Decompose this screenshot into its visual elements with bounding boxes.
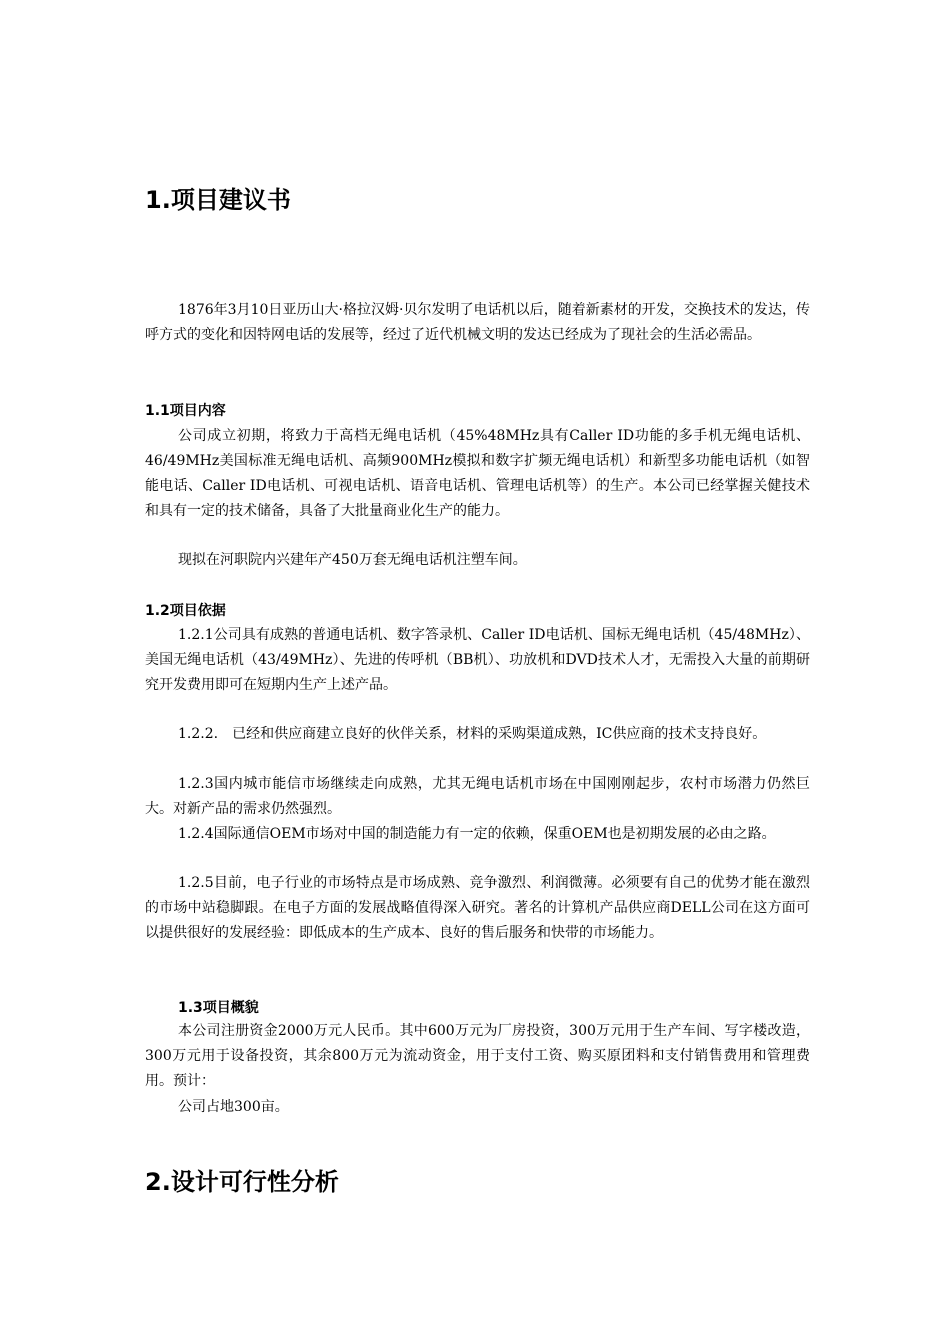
section-title-1-2: 1.2项目依据	[145, 603, 226, 619]
heading-project-proposal: 1.项目建议书	[145, 186, 291, 214]
section-1-1-paragraph-1: 公司成立初期，将致力于高档无绳电话机（45%48MHz具有Caller ID功能的多手机无绳电话机、46/49MHz美国标准无绳电话机、高频900MHz模拟和数字扩频无绳电话机）和新型多功能电话机（如智能电话、Caller ID电话机、可视电话机、语音电话机、管理电话机等）的生产。本公司已经掌握关健技术和具有一定的技术储备，具备了大批量商业化生产的能力。	[145, 428, 810, 519]
section-1-3-paragraph-2: 公司占地300亩。	[178, 1099, 289, 1115]
section-1-3-paragraph-1: 本公司注册资金2000万元人民币。其中600万元为厂房投资，300万元用于生产车间、写字楼改造，300万元用于设备投资，其余800万元为流动资金，用于支付工资、购买原团料和支付销售费用和管理费用。预计：	[145, 1023, 810, 1089]
section-1-2-item-5: 1.2.5目前，电子行业的市场特点是市场成熟、竞争激烈、利润微薄。必须要有自己的优势才能在激烈的市场中站稳脚跟。在电子方面的发展战略值得深入研究。著名的计算机产品供应商DELL公司在这方面可以提供很好的发展经验：即低成本的生产成本、良好的售后服务和快带的市场能力。	[145, 875, 810, 941]
section-1-1-paragraph-2: 现拟在河职院内兴建年产450万套无绳电话机注塑车间。	[178, 552, 527, 568]
intro-paragraph: 1876年3月10日亚历山大·格拉汉姆·贝尔发明了电话机以后，随着新素材的开发，交换技术的发达，传呼方式的变化和因特网电话的发展等，经过了近代机械文明的发达已经成为了现社会的生活必需品。	[145, 302, 810, 343]
section-1-2-item-2: 1.2.2. 已经和供应商建立良好的伙伴关系，材料的采购渠道成熟，IC供应商的技术支持良好。	[178, 726, 767, 742]
heading-feasibility-analysis: 2.设计可行性分析	[145, 1168, 339, 1196]
section-title-1-3: 1.3项目概貌	[178, 1000, 259, 1016]
section-1-2-item-4: 1.2.4国际通信OEM市场对中国的制造能力有一定的依赖，保重OEM也是初期发展的必由之路。	[178, 826, 776, 842]
section-1-2-item-1: 1.2.1公司具有成熟的普通电话机、数字答录机、Caller ID电话机、国标无绳电话机（45/48MHz）、美国无绳电话机（43/49MHz）、先进的传呼机（BB机）、功放机和DVD技术人才，无需投入大量的前期研究开发费用即可在短期内生产上述产品。	[145, 627, 810, 693]
section-1-2-item-3: 1.2.3国内城市能信市场继续走向成熟，尤其无绳电话机市场在中国刚刚起步，农村市场潜力仍然巨大。对新产品的需求仍然强烈。	[145, 776, 810, 817]
section-title-1-1: 1.1项目内容	[145, 403, 226, 419]
